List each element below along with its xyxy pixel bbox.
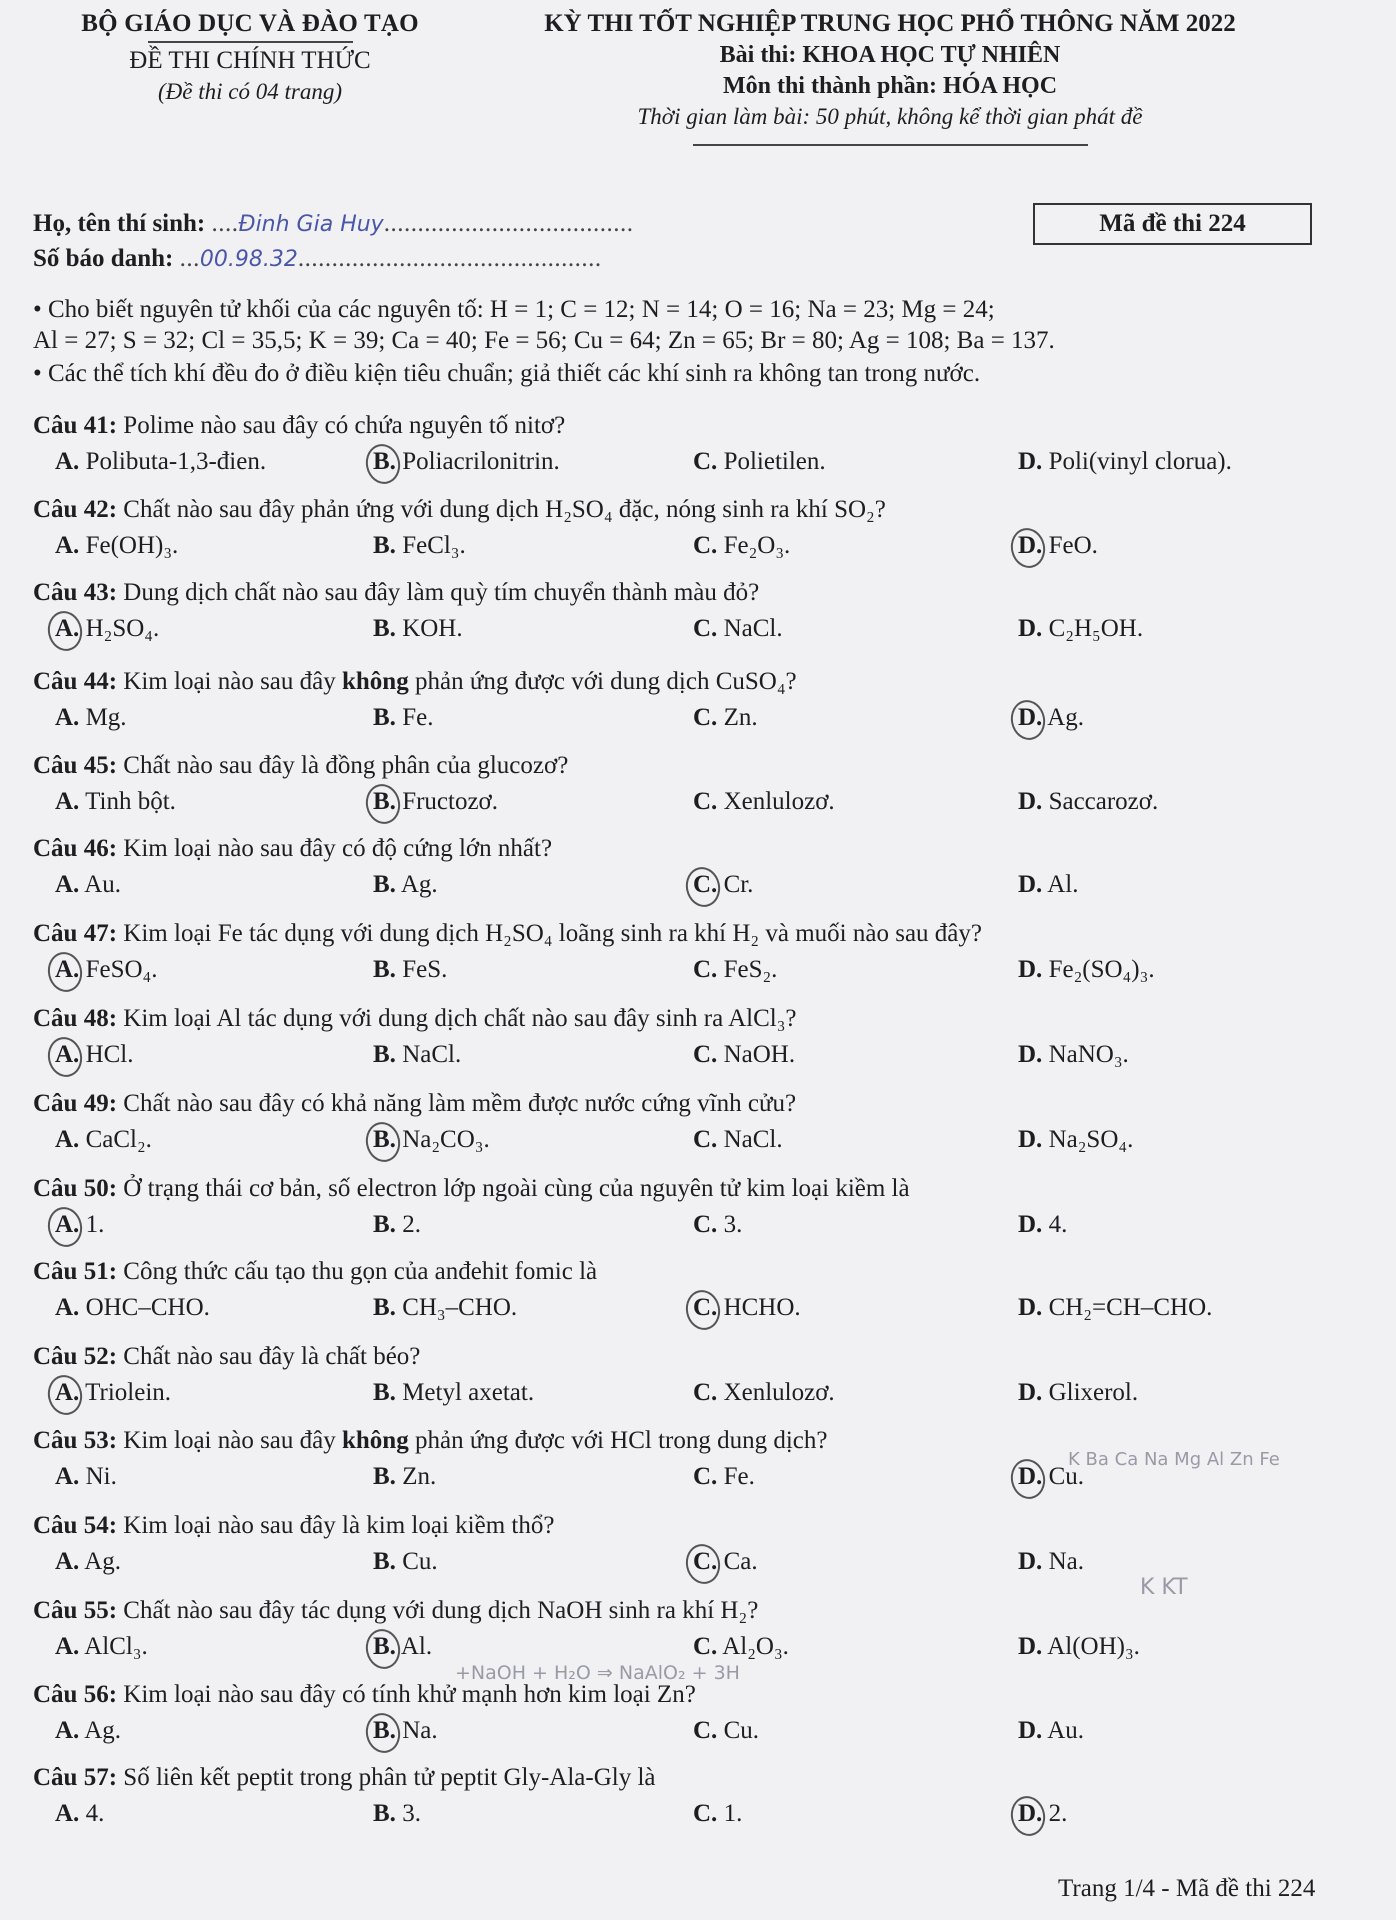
question-50 [33, 1175, 1373, 1249]
option-letter: A. [55, 1717, 80, 1744]
option-a [55, 1211, 104, 1239]
option-d [1018, 704, 1084, 732]
gas-volume-note: • Các thể tích khí đều đo ở điều kiện tiêu chuẩn; giả thiết các khí sinh ra không tan trong nước. [33, 360, 981, 387]
question-number: Câu 42: [33, 496, 118, 523]
question-stem: Câu 51: Công thức cấu tạo thu gọn của anđehit fomic là [33, 1258, 598, 1285]
question-number: Câu 51: [33, 1258, 118, 1285]
option-d [1018, 448, 1232, 476]
option-text: Zn. [402, 1463, 437, 1490]
option-text: Ag. [84, 1548, 121, 1575]
option-letter: D. [1018, 1041, 1043, 1068]
option-a [55, 532, 178, 560]
question-number: Câu 46: [33, 835, 118, 862]
option-text: HCl. [85, 1041, 134, 1068]
option-text: Mg. [85, 704, 127, 731]
option-text: Ca. [723, 1548, 758, 1575]
option-text: 2. [402, 1211, 421, 1238]
option-b [373, 956, 447, 984]
option-text: HCHO. [723, 1294, 801, 1321]
option-letter: B. [373, 1633, 396, 1660]
option-c [693, 1633, 789, 1661]
option-b [373, 1717, 438, 1745]
exam-title: KỲ THI TỐT NGHIỆP TRUNG HỌC PHỔ THÔNG NĂM 2022 [544, 10, 1236, 37]
option-d [1018, 1379, 1138, 1407]
option-c [693, 1800, 742, 1828]
option-d [1018, 1633, 1140, 1661]
option-d [1018, 788, 1158, 816]
option-text: 3. [723, 1211, 743, 1238]
option-letter: D. [1018, 1379, 1043, 1406]
question-number: Câu 52: [33, 1343, 118, 1370]
question-stem: Câu 53: Kim loại nào sau đây không phản ứng được với HCl trong dung dịch? [33, 1427, 828, 1454]
option-c [693, 448, 826, 476]
option-a [55, 956, 158, 984]
option-text: Fe₂(SO₄)₃. [1048, 956, 1155, 983]
question-stem: Câu 50: Ở trạng thái cơ bản, số electron lớp ngoài cùng của nguyên tử kim loại kiềm là [33, 1175, 910, 1202]
question-stem: Câu 46: Kim loại nào sau đây có độ cứng lớn nhất? [33, 835, 553, 862]
option-b [373, 532, 466, 560]
question-number: Câu 49: [33, 1090, 118, 1117]
question-56 [33, 1681, 1373, 1755]
atomic-mass-note-2: Al = 27; S = 32; Cl = 35,5; K = 39; Ca = 40; Fe = 56; Cu = 64; Zn = 65; Br = 80; Ag = 108; Ba = 137. [33, 327, 1055, 354]
option-text: CH₂=CH–CHO. [1048, 1294, 1213, 1321]
question-number: Câu 47: [33, 920, 118, 947]
option-c [693, 788, 835, 816]
option-letter: C. [693, 1633, 718, 1660]
option-text: Fe. [402, 704, 434, 731]
option-letter: B. [373, 788, 396, 815]
candidate-name-value: Đinh Gia Huy [238, 212, 384, 237]
question-number: Câu 41: [33, 412, 118, 439]
question-44 [33, 668, 1373, 742]
option-c [693, 1379, 835, 1407]
option-letter: C. [693, 1294, 718, 1321]
option-text: Tinh bột. [85, 788, 176, 815]
question-55 [33, 1597, 1373, 1671]
option-letter: C. [693, 1211, 718, 1238]
option-a [55, 1548, 121, 1576]
option-b [373, 1041, 461, 1069]
option-text: Fe. [723, 1463, 755, 1490]
handwritten-note: K Ba Ca Na Mg Al Zn Fe [1068, 1449, 1280, 1470]
handwritten-note: K KT [1140, 1575, 1188, 1600]
option-letter: D. [1018, 1633, 1043, 1660]
option-b [373, 871, 438, 899]
option-b [373, 1379, 534, 1407]
question-stem: Câu 49: Chất nào sau đây có khả năng làm mềm được nước cứng vĩnh cửu? [33, 1090, 797, 1117]
option-letter: A. [55, 532, 80, 559]
option-d [1018, 1548, 1084, 1576]
option-letter: D. [1018, 1548, 1043, 1575]
option-a [55, 1800, 104, 1828]
option-c [693, 871, 753, 899]
option-letter: D. [1018, 448, 1043, 475]
question-49 [33, 1090, 1373, 1164]
question-number: Câu 43: [33, 579, 118, 606]
option-text: Saccarozơ. [1048, 788, 1159, 815]
option-text: AlCl₃. [84, 1633, 148, 1660]
option-letter: C. [693, 448, 718, 475]
ministry-name: BỘ GIÁO DỤC VÀ ĐÀO TẠO [81, 10, 419, 37]
option-text: Cu. [723, 1717, 759, 1744]
test-label: Bài thi: KHOA HỌC TỰ NHIÊN [719, 42, 1061, 68]
question-45 [33, 752, 1373, 826]
option-text: Polibuta-1,3-đien. [85, 448, 267, 475]
option-text: Ag. [1047, 704, 1084, 731]
option-d [1018, 532, 1098, 560]
option-text: NaNO₃. [1048, 1041, 1129, 1068]
option-text: 1. [85, 1211, 105, 1238]
option-letter: C. [693, 532, 718, 559]
question-number: Câu 44: [33, 668, 118, 695]
atomic-mass-note-1: • Cho biết nguyên tử khối của các nguyên tố: H = 1; C = 12; N = 14; O = 16; Na = 23; Mg = 24; [33, 296, 995, 323]
option-text: NaOH. [723, 1041, 796, 1068]
option-letter: B. [373, 871, 396, 898]
divider [148, 41, 353, 43]
option-letter: A. [55, 1463, 80, 1490]
option-text: Fe(OH)₃. [85, 532, 179, 559]
question-51 [33, 1258, 1373, 1332]
option-b [373, 1126, 490, 1154]
option-letter: A. [55, 1041, 80, 1068]
official-label: ĐỀ THI CHÍNH THỨC [129, 47, 371, 74]
option-a [55, 1717, 121, 1745]
option-letter: B. [373, 704, 396, 731]
option-text: Ag. [400, 871, 438, 898]
option-text: Ni. [85, 1463, 117, 1490]
option-letter: D. [1018, 871, 1043, 898]
option-letter: B. [373, 1041, 396, 1068]
option-text: Al. [1047, 871, 1079, 898]
option-text: CH₃–CHO. [402, 1294, 518, 1321]
question-stem: Câu 45: Chất nào sau đây là đồng phân của glucozơ? [33, 752, 569, 779]
option-letter: A. [55, 956, 80, 983]
option-letter: B. [373, 615, 396, 642]
question-stem: Câu 56: Kim loại nào sau đây có tính khử mạnh hơn kim loại Zn? [33, 1681, 696, 1708]
option-b [373, 704, 433, 732]
option-c [693, 1126, 783, 1154]
option-b [373, 1800, 421, 1828]
option-letter: B. [373, 1800, 396, 1827]
option-text: H₂SO₄. [85, 615, 160, 642]
option-text: Fe₂O₃. [723, 532, 791, 559]
option-letter: D. [1018, 1211, 1043, 1238]
question-stem: Câu 55: Chất nào sau đây tác dụng với dung dịch NaOH sinh ra khí H₂? [33, 1597, 759, 1624]
option-letter: D. [1018, 704, 1043, 731]
option-letter: C. [693, 704, 718, 731]
option-letter: C. [693, 1463, 718, 1490]
option-text: NaCl. [723, 615, 783, 642]
option-a [55, 1633, 148, 1661]
option-letter: A. [55, 788, 80, 815]
option-letter: B. [373, 1463, 396, 1490]
option-letter: C. [693, 1379, 718, 1406]
option-b [373, 1633, 432, 1661]
option-c [693, 704, 758, 732]
option-letter: A. [55, 1126, 80, 1153]
option-letter: D. [1018, 1800, 1043, 1827]
option-d [1018, 1717, 1084, 1745]
option-a [55, 1126, 152, 1154]
question-42 [33, 496, 1373, 570]
candidate-id-row: Số báo danh: ...00.98.32............................................. [33, 245, 602, 272]
header-left [30, 10, 470, 105]
option-letter: B. [373, 956, 396, 983]
option-letter: C. [693, 871, 718, 898]
option-a [55, 871, 121, 899]
option-text: Au. [84, 871, 121, 898]
option-b [373, 1211, 421, 1239]
candidate-name-row: Họ, tên thí sinh: ....Đinh Gia Huy..................................... [33, 210, 634, 237]
option-letter: C. [693, 788, 718, 815]
option-c [693, 956, 777, 984]
option-letter: A. [55, 1800, 80, 1827]
option-text: CaCl₂. [85, 1126, 152, 1153]
question-number: Câu 57: [33, 1764, 118, 1791]
option-c [693, 532, 790, 560]
candidate-id-value: 00.98.32 [199, 247, 298, 272]
option-letter: A. [55, 1294, 80, 1321]
option-text: Xenlulozơ. [723, 1379, 835, 1406]
option-text: Na₂SO₄. [1048, 1126, 1134, 1153]
option-b [373, 448, 560, 476]
option-text: 4. [1048, 1211, 1068, 1238]
option-text: Poli(vinyl clorua). [1048, 448, 1232, 475]
option-letter: D. [1018, 1717, 1043, 1744]
option-text: Al(OH)₃. [1047, 1633, 1140, 1660]
option-text: Na. [402, 1717, 438, 1744]
option-a [55, 788, 176, 816]
divider [693, 144, 1088, 146]
option-letter: D. [1018, 532, 1043, 559]
option-d [1018, 1211, 1067, 1239]
option-text: Glixerol. [1048, 1379, 1139, 1406]
subject-label: Môn thi thành phần: HÓA HỌC [722, 73, 1058, 99]
option-d [1018, 1294, 1212, 1322]
option-letter: C. [693, 615, 718, 642]
option-a [55, 704, 127, 732]
option-letter: B. [373, 1294, 396, 1321]
pages-note: (Đề thi có 04 trang) [158, 79, 342, 104]
option-letter: C. [693, 1717, 718, 1744]
option-d [1018, 1800, 1067, 1828]
question-stem: Câu 54: Kim loại nào sau đây là kim loại kiềm thổ? [33, 1512, 555, 1539]
option-a [55, 1294, 210, 1322]
question-57 [33, 1764, 1373, 1838]
option-a [55, 615, 159, 643]
question-number: Câu 50: [33, 1175, 118, 1202]
candidate-name-label: Họ, tên thí sinh: [33, 210, 212, 237]
option-letter: A. [55, 1633, 80, 1660]
option-c [693, 1717, 759, 1745]
question-number: Câu 56: [33, 1681, 118, 1708]
option-b [373, 1548, 438, 1576]
option-c [693, 1041, 795, 1069]
option-text: Cu. [402, 1548, 438, 1575]
option-d [1018, 1041, 1129, 1069]
option-d [1018, 615, 1143, 643]
option-letter: A. [55, 615, 80, 642]
option-text: Zn. [723, 704, 758, 731]
option-text: 2. [1048, 1800, 1068, 1827]
option-letter: A. [55, 1211, 80, 1238]
option-c [693, 1463, 755, 1491]
option-text: Cu. [1048, 1463, 1084, 1490]
header-right [470, 10, 1310, 146]
option-letter: D. [1018, 1463, 1043, 1490]
option-text: NaCl. [723, 1126, 783, 1153]
option-text: Triolein. [85, 1379, 172, 1406]
question-number: Câu 48: [33, 1005, 118, 1032]
option-b [373, 788, 498, 816]
option-text: OHC–CHO. [85, 1294, 210, 1321]
candidate-id-label: Số báo danh: [33, 245, 180, 272]
option-c [693, 1211, 742, 1239]
option-d [1018, 956, 1155, 984]
option-letter: A. [55, 871, 80, 898]
option-text: KOH. [402, 615, 463, 642]
option-text: FeCl₃. [402, 532, 466, 559]
question-number: Câu 45: [33, 752, 118, 779]
option-text: Al. [400, 1633, 433, 1660]
question-stem: Câu 57: Số liên kết peptit trong phân tử peptit Gly-Ala-Gly là [33, 1764, 656, 1791]
question-stem: Câu 43: Dung dịch chất nào sau đây làm quỳ tím chuyển thành màu đỏ? [33, 579, 760, 606]
question-number: Câu 54: [33, 1512, 118, 1539]
option-text: Al₂O₃. [722, 1633, 789, 1660]
option-a [55, 1463, 117, 1491]
option-text: Fructozơ. [402, 788, 499, 815]
question-stem: Câu 52: Chất nào sau đây là chất béo? [33, 1343, 421, 1370]
option-text: FeS. [402, 956, 448, 983]
option-text: Xenlulozơ. [723, 788, 835, 815]
option-c [693, 615, 783, 643]
question-stem: Câu 44: Kim loại nào sau đây không phản ứng được với dung dịch CuSO₄? [33, 668, 797, 695]
option-letter: D. [1018, 1126, 1043, 1153]
option-text: 1. [723, 1800, 743, 1827]
question-47 [33, 920, 1373, 994]
option-text: Na. [1048, 1548, 1084, 1575]
option-b [373, 1463, 436, 1491]
option-letter: B. [373, 1548, 396, 1575]
question-52 [33, 1343, 1373, 1417]
option-letter: D. [1018, 1294, 1043, 1321]
option-text: Au. [1047, 1717, 1084, 1744]
option-b [373, 615, 463, 643]
option-text: Metyl axetat. [402, 1379, 535, 1406]
option-letter: A. [55, 448, 80, 475]
option-letter: D. [1018, 615, 1043, 642]
option-text: C₂H₅OH. [1048, 615, 1144, 642]
question-41 [33, 412, 1373, 486]
option-text: FeS₂. [723, 956, 778, 983]
option-letter: C. [693, 956, 718, 983]
option-letter: A. [55, 704, 80, 731]
option-letter: B. [373, 1717, 396, 1744]
option-letter: C. [693, 1548, 718, 1575]
question-48 [33, 1005, 1373, 1079]
question-stem: Câu 42: Chất nào sau đây phản ứng với dung dịch H₂SO₄ đặc, nóng sinh ra khí SO₂? [33, 496, 886, 523]
option-text: FeSO₄. [85, 956, 158, 983]
handwritten-note: +NaOH + H₂O ⇒ NaAlO₂ + 3H [455, 1662, 740, 1684]
option-text: Na₂CO₃. [402, 1126, 490, 1153]
option-d [1018, 871, 1078, 899]
option-d [1018, 1126, 1133, 1154]
question-number: Câu 53: [33, 1427, 118, 1454]
option-text: NaCl. [402, 1041, 462, 1068]
option-letter: C. [693, 1800, 718, 1827]
option-text: Ag. [84, 1717, 121, 1744]
option-letter: B. [373, 1126, 396, 1153]
question-number: Câu 55: [33, 1597, 118, 1624]
option-a [55, 1041, 134, 1069]
option-letter: B. [373, 1379, 396, 1406]
question-stem: Câu 48: Kim loại Al tác dụng với dung dịch chất nào sau đây sinh ra AlCl₃? [33, 1005, 797, 1032]
option-letter: D. [1018, 956, 1043, 983]
option-letter: A. [55, 1379, 80, 1406]
option-b [373, 1294, 517, 1322]
option-letter: C. [693, 1041, 718, 1068]
option-letter: B. [373, 1211, 396, 1238]
option-a [55, 448, 266, 476]
question-43 [33, 579, 1373, 653]
time-note: Thời gian làm bài: 50 phút, không kể thời gian phát đề [637, 104, 1143, 129]
option-text: Polietilen. [723, 448, 826, 475]
exam-code-box: Mã đề thi 224 [1033, 203, 1312, 245]
option-a [55, 1379, 171, 1407]
option-letter: C. [693, 1126, 718, 1153]
option-text: Poliacrilonitrin. [402, 448, 560, 475]
option-text: 3. [402, 1800, 421, 1827]
option-text: FeO. [1048, 532, 1098, 559]
page-footer: Trang 1/4 - Mã đề thi 224 [1058, 1875, 1316, 1902]
option-letter: B. [373, 448, 396, 475]
option-letter: A. [55, 1548, 80, 1575]
option-c [693, 1548, 758, 1576]
option-text: 4. [85, 1800, 105, 1827]
option-letter: D. [1018, 788, 1043, 815]
option-letter: B. [373, 532, 396, 559]
question-stem: Câu 47: Kim loại Fe tác dụng với dung dịch H₂SO₄ loãng sinh ra khí H₂ và muối nào sau đây? [33, 920, 982, 947]
option-c [693, 1294, 801, 1322]
question-stem: Câu 41: Polime nào sau đây có chứa nguyên tố nitơ? [33, 412, 566, 439]
question-46 [33, 835, 1373, 909]
option-text: Cr. [723, 871, 754, 898]
